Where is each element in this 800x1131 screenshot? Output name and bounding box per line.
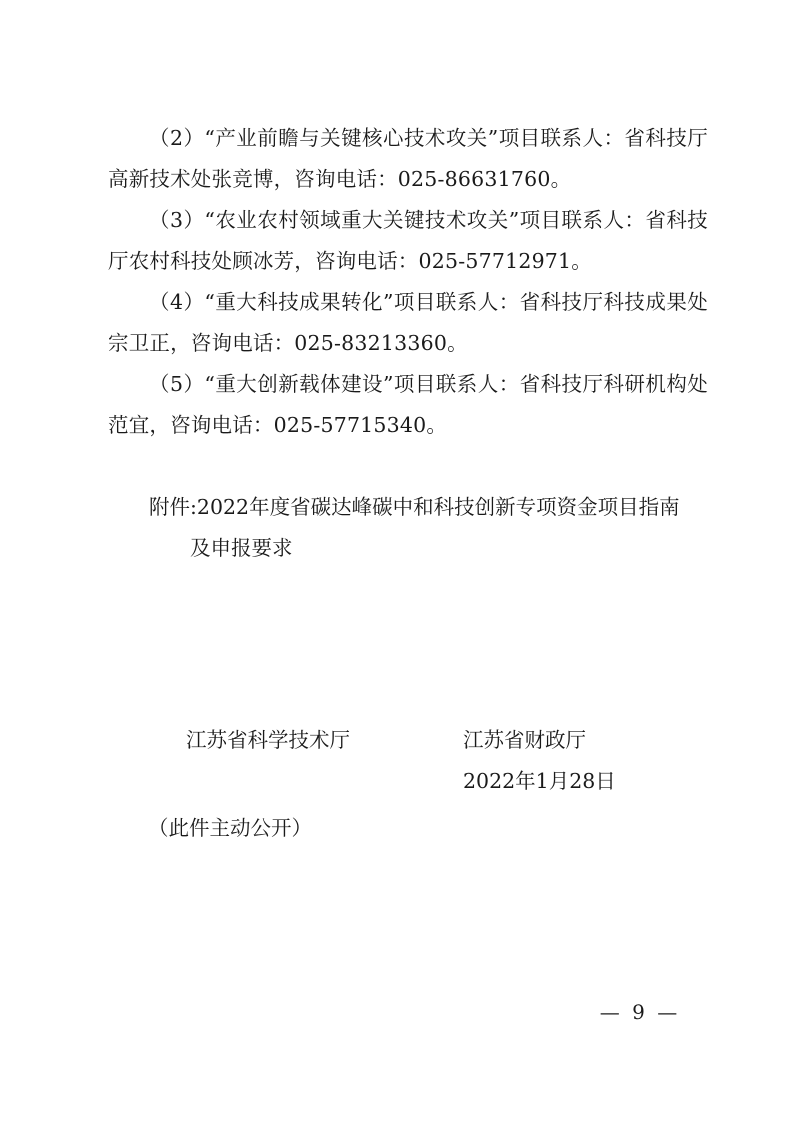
page-number <box>0 1000 800 1024</box>
attachment-title-continuation: 及申报要求 <box>190 536 293 560</box>
public-disclosure-note: （此件主动公开） <box>148 816 312 840</box>
paragraph-item-3: （3）“农业农村领域重大关键技术攻关”项目联系人：省科技厅农村科技处顾冰芳，咨询电话：025-57712971。 <box>108 208 708 273</box>
signature-row <box>108 720 708 761</box>
paragraph-item-2: （2）“产业前瞻与关键核心技术攻关”项目联系人：省科技厅高新技术处张竞博，咨询电话：025-86631760。 <box>108 126 708 191</box>
paragraph-item-4: （4）“重大科技成果转化”项目联系人：省科技厅科技成果处宗卫正，咨询电话：025-83213360。 <box>108 290 708 355</box>
document-body <box>108 118 708 569</box>
attachment-block <box>108 487 708 569</box>
signing-org-left: 江苏省科学技术厅 <box>186 728 350 752</box>
signing-org-right: 江苏省财政厅 <box>463 728 586 752</box>
signature-block <box>108 720 708 840</box>
page-number-text: — 9 — <box>599 1000 681 1024</box>
signature-date: 2022年1月28日 <box>463 769 616 793</box>
attachment-title-line: 附件:2022年度省碳达峰碳中和科技创新专项资金项目指南 <box>149 495 680 519</box>
paragraph-item-5: （5）“重大创新载体建设”项目联系人：省科技厅科研机构处范宜，咨询电话：025-57715340。 <box>108 372 708 437</box>
